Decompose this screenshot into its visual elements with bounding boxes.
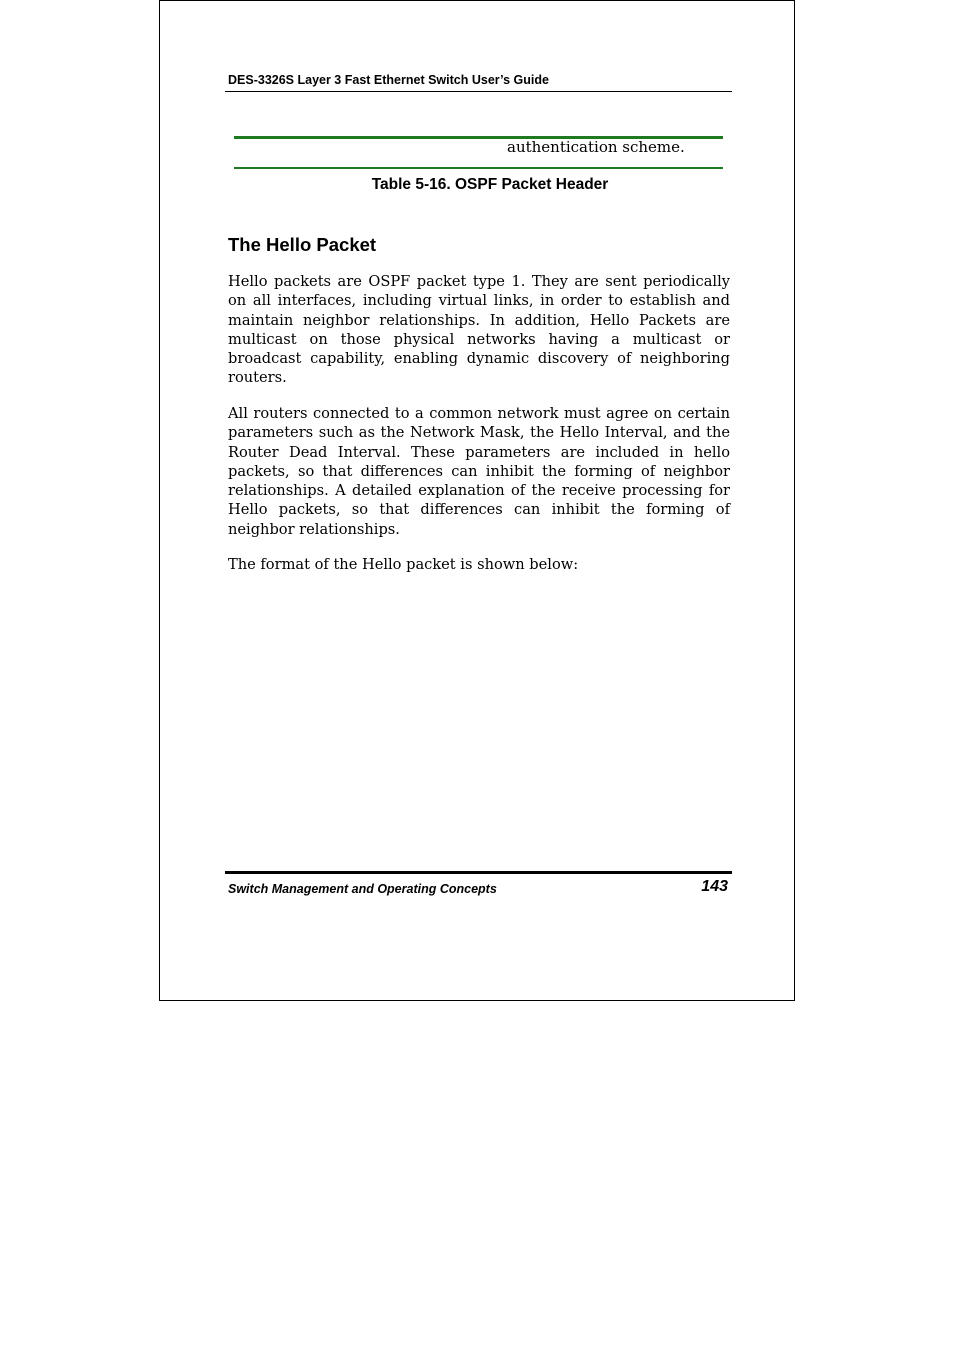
paragraph-2: All routers connected to a common network must agree on certain parameters such as the Network Mask, the Hello Interval, and the Router Dead Interval. These parameters are included in hello packets, so that differences can inhibit the forming of neighbor relationships. A detailed explanation of the receive processing for Hello packets, so that differences can inhibit the forming of neighbor relationships.	[228, 405, 730, 538]
header-rule	[225, 91, 732, 92]
footer-title: Switch Management and Operating Concepts	[228, 882, 497, 896]
table-caption: Table 5-16. OSPF Packet Header	[371, 176, 609, 193]
paragraph-1: Hello packets are OSPF packet type 1. They are sent periodically on all interfaces, including virtual links, in order to establish and maintain neighbor relationships. In addition, Hello Packets are multicast on those physical networks having a multicast or broadcast capability, enabling dynamic discovery of neighboring routers.	[228, 273, 730, 387]
footer-rule	[225, 871, 732, 874]
section-heading: The Hello Packet	[228, 234, 377, 255]
paragraph-3: The format of the Hello packet is shown below:	[228, 556, 579, 573]
running-header: DES-3326S Layer 3 Fast Ethernet Switch User’s Guide	[228, 73, 549, 87]
table-bottom-rule	[234, 167, 723, 169]
page-number: 143	[701, 878, 728, 895]
table-continued-cell: authentication scheme.	[507, 138, 685, 156]
